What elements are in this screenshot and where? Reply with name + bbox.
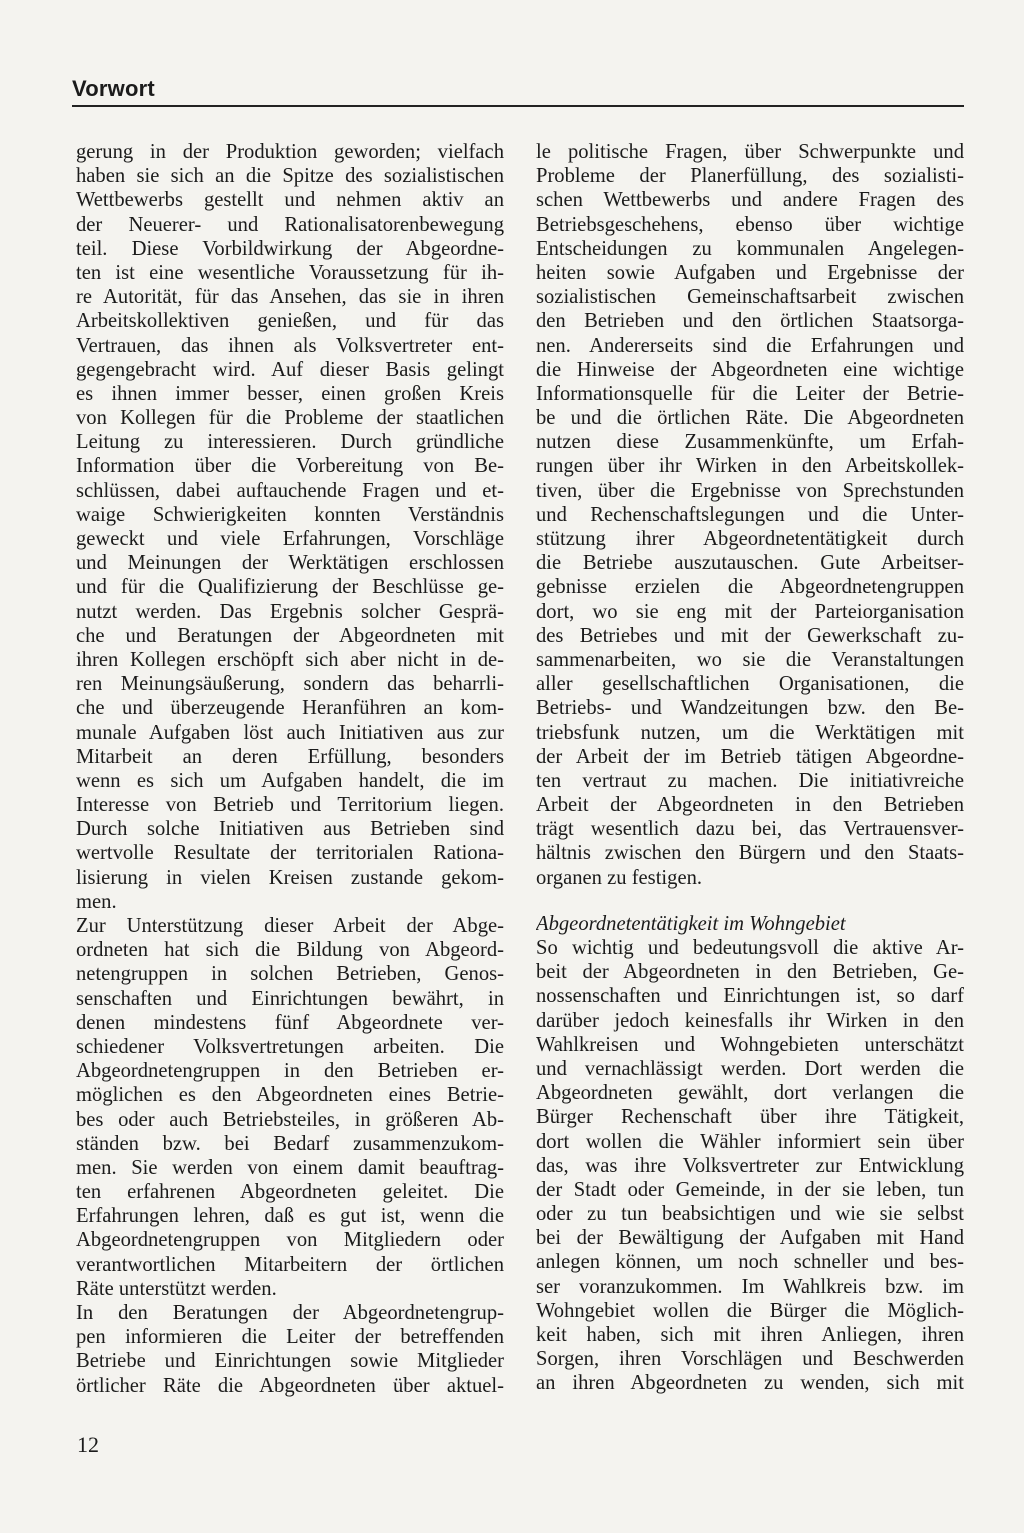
- text-line: nutzen diese Zusammenkünfte, um Erfah-: [536, 431, 964, 454]
- text-line: Informationsquelle für die Leiter der Betrie-: [536, 382, 964, 405]
- text-line: Entscheidungen zu kommunalen Angelegen-: [536, 237, 964, 260]
- text-line: keit haben, sich mit ihren Anliegen, ihren: [536, 1324, 964, 1346]
- text-line: Abgeordneten gewählt, dort verlangen die: [536, 1082, 964, 1105]
- text-line: die Betriebe auszutauschen. Gute Arbeitser-: [536, 552, 964, 575]
- text-line: ordneten hat sich die Bildung von Abgeord-: [76, 939, 504, 962]
- text-line: tiven, über die Ergebnisse von Sprechstunden: [536, 479, 964, 502]
- left-column: [76, 140, 504, 1398]
- text-line: den Betrieben und den örtlichen Staatsorga-: [536, 310, 964, 333]
- text-line: bei der Bewältigung der Aufgaben mit Hand: [536, 1227, 964, 1250]
- text-line: und Rechenschaftslegungen und die Unter-: [536, 503, 964, 526]
- text-line: dort, wo sie eng mit der Parteiorganisation: [536, 600, 964, 623]
- text-line: Arbeitskollektiven genießen, und für das: [76, 310, 504, 333]
- right-column-part1: [536, 140, 964, 890]
- right-column: [536, 140, 964, 1396]
- text-line: le politische Fragen, über Schwerpunkte und: [536, 141, 964, 163]
- text-line: Betriebsgeschehens, ebenso über wichtige: [536, 213, 964, 236]
- text-line: che und überzeugende Heranführen an kom-: [76, 697, 504, 720]
- text-line: möglichen es den Abgeordneten eines Betrie-: [76, 1084, 504, 1107]
- text-line: triebsfunk nutzen, um die Werktätigen mit: [536, 721, 964, 744]
- text-line: und Meinungen der Werktätigen erschlossen: [76, 552, 504, 575]
- text-line: be und die örtlichen Räte. Die Abgeordneten: [536, 407, 964, 430]
- text-line: dort wollen die Wähler informiert sein über: [536, 1130, 964, 1153]
- text-line: Abgeordnetengruppen von Mitgliedern oder: [76, 1229, 504, 1252]
- text-line: teil. Diese Vorbildwirkung der Abgeordne-: [76, 237, 504, 260]
- text-line: Leitung zu interessieren. Durch gründliche: [76, 431, 504, 454]
- text-line: ten vertraut zu machen. Die initiativreiche: [536, 769, 964, 792]
- text-line: ständen bzw. bei Bedarf zusammenzukom-: [76, 1132, 504, 1155]
- text-line: nutzt werden. Das Ergebnis solcher Gesprä-: [76, 600, 504, 623]
- text-line: schlüssen, dabei auftauchende Fragen und et-: [76, 479, 504, 502]
- paragraph-gap: [536, 890, 964, 912]
- text-line: sozialistischen Gemeinschaftsarbeit zwischen: [536, 286, 964, 309]
- text-line: netengruppen in solchen Betrieben, Genos-: [76, 963, 504, 986]
- subheading: Abgeordnetentätigkeit im Wohngebiet: [536, 912, 846, 935]
- text-line: Betriebs- und Wandzeitungen bzw. den Be-: [536, 697, 964, 720]
- page-number: 12: [77, 1432, 99, 1457]
- text-line: es ihnen immer besser, einen großen Kreis: [76, 382, 504, 405]
- text-line: hältnis zwischen den Bürgern und den Staats-: [536, 842, 964, 865]
- text-line: beit der Abgeordneten in den Betrieben, Ge-: [536, 961, 964, 984]
- text-line: Mitarbeit an deren Erfüllung, besonders: [76, 745, 504, 768]
- text-line: Wohngebiet wollen die Bürger die Möglich-: [536, 1299, 964, 1322]
- text-line: bes oder auch Betriebsteiles, in größeren Ab-: [76, 1108, 504, 1131]
- text-line: nen. Andererseits sind die Erfahrungen und: [536, 334, 964, 357]
- text-line: heiten sowie Aufgaben und Ergebnisse der: [536, 261, 964, 284]
- text-line: waige Schwierigkeiten konnten Verständnis: [76, 503, 504, 526]
- text-line: re Autorität, für das Ansehen, das sie in ihren: [76, 286, 504, 309]
- text-line: ten ist eine wesentliche Voraussetzung für ih-: [76, 261, 504, 284]
- text-line: ihren Kollegen erschöpft sich aber nicht in de-: [76, 648, 504, 671]
- text-line: men.: [76, 890, 117, 913]
- text-line: ser voranzukommen. Im Wahlkreis bzw. im: [536, 1275, 964, 1298]
- text-line: aller gesellschaftlichen Organisationen, die: [536, 673, 964, 696]
- text-line: der Stadt oder Gemeinde, in der sie leben, tun: [536, 1178, 964, 1201]
- text-line: Probleme der Planerfüllung, des sozialisti-: [536, 165, 964, 188]
- text-line: rungen über ihr Wirken in den Arbeitskollek-: [536, 455, 964, 478]
- text-line: geweckt und viele Erfahrungen, Vorschläge: [76, 528, 504, 550]
- text-line: der Arbeit der im Betrieb tätigen Abgeordne-: [536, 745, 964, 768]
- text-line: an ihren Abgeordneten zu wenden, sich mit: [536, 1372, 964, 1395]
- text-line: Interesse von Betrieb und Territorium liegen.: [76, 794, 504, 817]
- text-line: men. Sie werden von einem damit beauftrag-: [76, 1156, 504, 1179]
- text-line: organen zu festigen.: [536, 866, 703, 889]
- text-line: Zur Unterstützung dieser Arbeit der Abge-: [76, 915, 504, 937]
- text-line: munale Aufgaben löst auch Initiativen aus zur: [76, 721, 504, 744]
- text-line: Durch solche Initiativen aus Betrieben sind: [76, 818, 504, 841]
- text-line: ten erfahrenen Abgeordneten geleitet. Die: [76, 1181, 504, 1204]
- text-line: der Neuerer- und Rationalisatorenbewegung: [76, 213, 504, 236]
- text-line: verantwortlichen Mitarbeitern der örtlichen: [76, 1253, 504, 1276]
- text-line: schiedener Volksvertretungen arbeiten. Die: [76, 1035, 504, 1058]
- text-line: die Hinweise der Abgeordneten eine wichtige: [536, 358, 964, 381]
- text-line: örtlicher Räte die Abgeordneten über aktuel-: [76, 1374, 504, 1397]
- text-line: des Betriebes und mit der Gewerkschaft zu-: [536, 624, 964, 647]
- text-line: und vernachlässigt werden. Dort werden die: [536, 1057, 964, 1080]
- text-line: oder zu tun beabsichtigen und wie sie selbst: [536, 1203, 964, 1226]
- right-column-part2: [536, 936, 964, 1396]
- text-line: Abgeordnetengruppen in den Betrieben er-: [76, 1060, 504, 1083]
- text-line: Bürger Rechenschaft über ihre Tätigkeit,: [536, 1106, 964, 1129]
- text-line: trägt wesentlich dazu bei, das Vertrauensver-: [536, 818, 964, 841]
- text-line: senschaften und Einrichtungen bewährt, in: [76, 987, 504, 1010]
- text-line: das, was ihre Volksvertreter zur Entwicklung: [536, 1154, 964, 1177]
- text-line: Sorgen, ihren Vorschlägen und Beschwerden: [536, 1348, 964, 1371]
- text-line: Wettbewerbs gestellt und nehmen aktiv an: [76, 189, 504, 212]
- text-line: schen Wettbewerbs und andere Fragen des: [536, 189, 964, 212]
- text-line: darüber jedoch keinesfalls ihr Wirken in den: [536, 1009, 964, 1032]
- text-line: Vertrauen, das ihnen als Volksvertreter ent-: [76, 334, 504, 357]
- text-line: pen informieren die Leiter der betreffenden: [76, 1326, 504, 1349]
- text-line: gebnisse erzielen die Abgeordnetengruppen: [536, 576, 964, 599]
- text-line: sammenarbeiten, wo sie die Veranstaltungen: [536, 648, 964, 671]
- page-header: [72, 76, 964, 107]
- text-line: haben sie sich an die Spitze des sozialistischen: [76, 165, 504, 188]
- text-line: gerung in der Produktion geworden; vielfach: [76, 141, 504, 163]
- text-line: gegengebracht wird. Auf dieser Basis gelingt: [76, 358, 504, 381]
- text-line: Wahlkreisen und Wohngebieten unterschätzt: [536, 1033, 964, 1056]
- text-line: Arbeit der Abgeordneten in den Betrieben: [536, 794, 964, 817]
- text-line: stützung ihrer Abgeordnetentätigkeit durch: [536, 528, 964, 550]
- text-line: che und Beratungen der Abgeordneten mit: [76, 624, 504, 647]
- text-line: Erfahrungen lehren, daß es gut ist, wenn die: [76, 1205, 504, 1228]
- text-line: von Kollegen für die Probleme der staatlichen: [76, 407, 504, 430]
- text-line: In den Beratungen der Abgeordnetengrup-: [76, 1302, 504, 1324]
- text-line: denen mindestens fünf Abgeordnete ver-: [76, 1011, 504, 1034]
- text-line: Betriebe und Einrichtungen sowie Mitglieder: [76, 1350, 504, 1373]
- text-line: nossenschaften und Einrichtungen ist, so darf: [536, 985, 964, 1008]
- text-line: und für die Qualifizierung der Beschlüsse ge-: [76, 576, 504, 599]
- text-line: lisierung in vielen Kreisen zustande gekom-: [76, 866, 504, 889]
- section-title: Vorwort: [72, 76, 155, 101]
- text-line: anlegen können, um noch schneller und bes-: [536, 1251, 964, 1274]
- text-line: wertvolle Resultate der territorialen Rationa-: [76, 842, 504, 865]
- text-line: So wichtig und bedeutungsvoll die aktive Ar-: [536, 937, 964, 959]
- text-line: ren Meinungsäußerung, sondern das beharrli-: [76, 673, 504, 696]
- text-line: Information über die Vorbereitung von Be-: [76, 455, 504, 478]
- text-line: Räte unterstützt werden.: [76, 1277, 277, 1300]
- text-line: wenn es sich um Aufgaben handelt, die im: [76, 769, 504, 792]
